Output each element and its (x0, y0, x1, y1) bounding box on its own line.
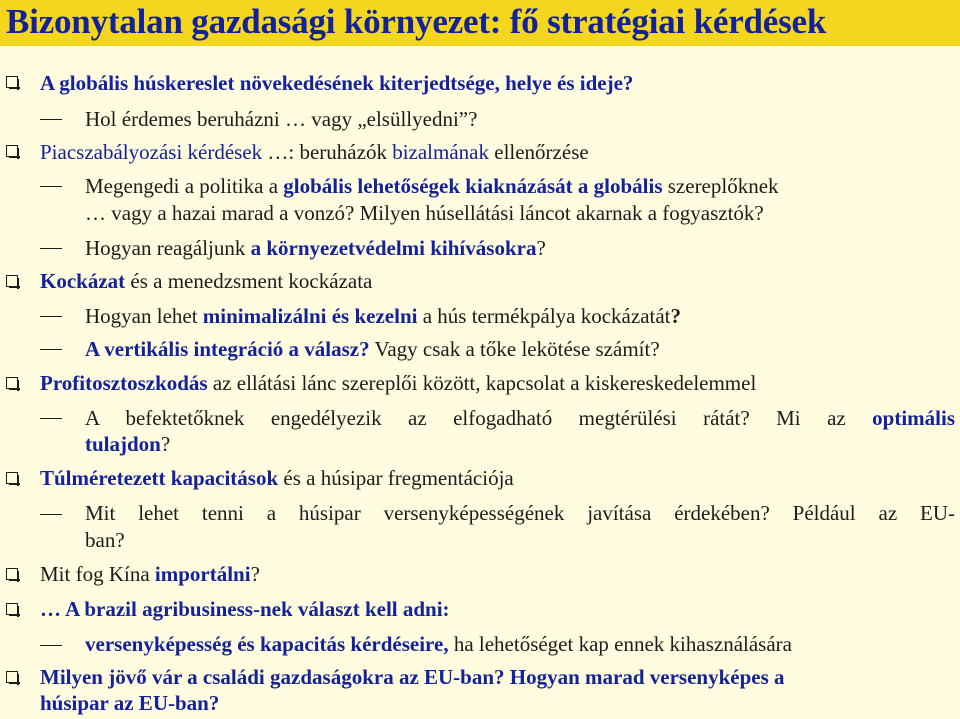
sub-bullet-text (85, 303, 681, 329)
dash-bullet-icon (40, 186, 62, 187)
text: Hogyan reagáljunk (85, 236, 251, 260)
sub-bullet-text (85, 631, 792, 657)
highlight: Piacszabályozási kérdések (40, 140, 263, 164)
bullet-text: húsipar az EU-ban? (40, 691, 220, 715)
bullet-text: … A brazil agribusiness-nek választ kell adni: (40, 597, 450, 621)
sub-bullet-text (85, 500, 955, 526)
sub-bullet-text (85, 173, 779, 199)
bullet-text (40, 465, 514, 491)
text: Mit lehet tenni a húsipar versenyképességének javítása érdekében? Például az EU- (85, 501, 955, 525)
dash-bullet-icon (40, 119, 62, 120)
text: ? (536, 236, 546, 260)
bullet-text: Milyen jövő vár a családi gazdaságokra az EU-ban? Hogyan marad versenyképes a (40, 665, 785, 689)
dash-bullet-icon (40, 349, 62, 350)
text: ha lehetőséget kap ennek kihasználására (448, 632, 792, 656)
sub-bullet-text: ban? (85, 528, 125, 552)
dash-bullet-icon (40, 418, 62, 419)
text: ? (160, 432, 171, 456)
highlight: bizalmának (392, 140, 489, 164)
highlight: Kockázat (40, 269, 126, 293)
text: Mit fog Kína (40, 562, 155, 586)
bullet-text: A globális húskereslet növekedésének kiterjedtsége, helye és ideje? (40, 71, 634, 95)
checkbox-bullet-icon (6, 76, 18, 88)
checkbox-bullet-icon (6, 145, 18, 157)
dash-bullet-icon (40, 248, 62, 249)
checkbox-bullet-icon (6, 603, 18, 615)
slide-title: Bizonytalan gazdasági környezet: fő stratégiai kérdések (6, 2, 827, 41)
checkbox-bullet-icon (6, 472, 18, 484)
bullet-text (40, 370, 756, 396)
text: a hús termékpálya kockázatát (417, 304, 671, 328)
checkbox-bullet-icon (6, 275, 18, 287)
bullet-text (40, 561, 260, 587)
highlight: Túlméretezett kapacitások (40, 466, 279, 490)
checkbox-bullet-icon (6, 671, 18, 683)
highlight: globális lehetőségek kiaknázását a globális (283, 174, 663, 198)
text: A befektetőknek engedélyezik az elfogadható megtérülési rátát? Mi az (85, 406, 873, 430)
highlight: minimalizálni és kezelni (202, 304, 418, 328)
text: szereplőknek (662, 174, 779, 198)
bullet-text (40, 139, 589, 165)
highlight: a környezetvédelmi kihívásokra (250, 236, 537, 260)
text: ellenőrzése (489, 140, 589, 164)
sub-bullet-text (85, 235, 546, 261)
text: és a menedzsment kockázata (125, 269, 373, 293)
checkbox-bullet-icon (6, 377, 18, 389)
dash-bullet-icon (40, 316, 62, 317)
text: és a húsipar fregmentációja (278, 466, 514, 490)
text: ? (670, 304, 681, 328)
dash-bullet-icon (40, 514, 62, 515)
sub-bullet-text (85, 431, 170, 457)
sub-bullet-text (85, 336, 660, 362)
text: …: beruházók (262, 140, 393, 164)
sub-bullet-text: … vagy a hazai marad a vonzó? Milyen húsellátási láncot akarnak a fogyasztók? (85, 201, 764, 225)
highlight: importálni (154, 562, 251, 586)
highlight: tulajdon (85, 432, 161, 456)
highlight: versenyképesség és kapacitás kérdéseire, (85, 632, 449, 656)
text: Megengedi a politika a (85, 174, 284, 198)
dash-bullet-icon (40, 645, 62, 646)
highlight: Profitosztoszkodás (40, 371, 208, 395)
sub-bullet-text (85, 405, 955, 431)
sub-bullet-text: Hol érdemes beruházni … vagy „elsüllyedni”? (85, 107, 478, 131)
text: Hogyan lehet (85, 304, 203, 328)
text: Vagy csak a tőke lekötése számít? (369, 337, 660, 361)
checkbox-bullet-icon (6, 568, 18, 580)
highlight: optimális (872, 406, 955, 430)
bullet-text (40, 268, 372, 294)
text: ? (250, 562, 260, 586)
highlight: A vertikális integráció a válasz? (85, 337, 370, 361)
text: az ellátási lánc szereplői között, kapcsolat a kiskereskedelemmel (207, 371, 757, 395)
